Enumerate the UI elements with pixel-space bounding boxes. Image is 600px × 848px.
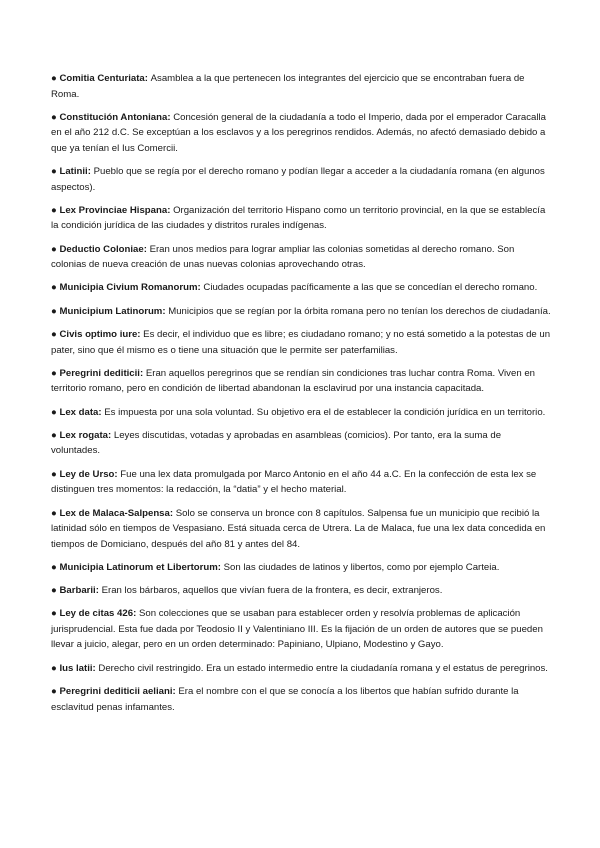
entry-definition: Fue una lex data promulgada por Marco Antonio en el año 44 a.C. En la confección de esta lex se distinguen tres momentos: la redacción, la “datia” y el hecho material.	[51, 468, 537, 496]
entry-term: Lex Provinciae Hispana	[59, 204, 168, 216]
glossary-entry: ● Ius latii: Derecho civil restringido. Era un estado intermedio entre la ciudadanía romana y el estatus de peregrinos.	[51, 662, 548, 674]
entry-definition: Ciudades ocupadas pacíficamente a las que se concedían el derecho romano.	[203, 282, 538, 294]
bullet-icon: ●	[51, 329, 60, 341]
glossary-entry: ● Lex rogata: Leyes discutidas, votadas y aprobadas en asambleas (comicios). Por tanto, era la suma de voluntades.	[51, 429, 502, 457]
glossary-entry: ● Lex data: Es impuesta por una sola voluntad. Su objetivo era el de establecer la condición jurídica en un territorio.	[51, 406, 546, 418]
entry-definition: Son las ciudades de latinos y libertos, como por ejemplo Carteia.	[223, 561, 500, 573]
glossary-entry: ● Latinii: Pueblo que se regía por el derecho romano y podían llegar a acceder a la ciudadanía romana (en algunos aspectos).	[51, 166, 545, 193]
bullet-icon: ●	[51, 406, 60, 418]
entry-term: Deductio Coloniae	[59, 243, 144, 255]
bullet-icon: ●	[51, 73, 60, 84]
entry-definition: Organización del territorio Hispano como un territorio provincial, en la que se establecía la condición jurídica de las ciudades y distritos rurales indígenas.	[51, 204, 546, 232]
bullet-icon: ●	[51, 507, 60, 519]
glossary-entry: ● Deductio Coloniae: Eran unos medios para lograr ampliar las colonias sometidas al derecho romano. Son colonias de nueva creación de unas nuevas colonias aprovechando otras.	[51, 243, 515, 271]
entry-term: Comitia Centuriata	[59, 73, 145, 84]
entry-definition: Pueblo que se regía por el derecho romano y podían llegar a acceder a la ciudadanía romana (en algunos aspectos).	[51, 166, 545, 193]
bullet-icon: ●	[51, 468, 60, 480]
entry-definition: Municipios que se regían por la órbita romana pero no tenían los derechos de ciudadanía.	[168, 305, 551, 317]
bullet-icon: ●	[51, 585, 60, 597]
glossary-entry: ● Comitia Centuriata: Asamblea a la que pertenecen los integrantes del ejercicio que se encontraban fuera de Roma.	[51, 73, 525, 100]
bullet-icon: ●	[51, 305, 60, 317]
entry-term: Lex rogata	[59, 429, 108, 441]
entry-definition: Son colecciones que se usaban para establecer orden y resolvía problemas de aplicación jurisprudencial. Esta fue dada por Teodosio II y Valentiniano III. Es la fijación de un orden de autores que se pueden llevar a juicio, alegar, pero en un orden determinado: Papiniano, Ulpiano, Modestino y Gayo.	[51, 608, 543, 651]
glossary-entry: ● Barbarii: Eran los bárbaros, aquellos que vivían fuera de la frontera, es decir, extranjeros.	[51, 585, 443, 597]
glossary-list	[51, 71, 551, 723]
entry-definition: Es decir, el individuo que es libre; es ciudadano romano; y no está sometido a la potestas de un pater, sino que él mismo es o tiene una situación que le permite ser paterfamilias.	[51, 329, 551, 356]
entry-term: Municipium Latinorum	[59, 305, 163, 317]
bullet-icon: ●	[51, 166, 60, 178]
entry-term: Peregrini dediticii	[59, 367, 140, 379]
glossary-entry: ● Lex Provinciae Hispana: Organización del territorio Hispano como un territorio provincial, en la que se establecía la condición jurídica de las ciudades y distritos rurales indígenas.	[51, 204, 546, 232]
glossary-entry: ● Municipia Latinorum et Libertorum: Son las ciudades de latinos y libertos, como por ejemplo Carteia.	[51, 561, 500, 573]
entry-term: Barbarii	[59, 585, 96, 597]
entry-term: Ius latii	[59, 662, 93, 674]
entry-definition: Solo se conserva un bronce con 8 capítulos. Salpensa fue un municipio que recibió la latinidad sólo en tiempos de Vespasiano. Está situada cerca de Utrera. La de Malaca, fue una lex data concedida en tiempos de Domiciano, después del año 81 y antes del 84.	[51, 507, 546, 550]
entry-term: Ley de Urso	[59, 468, 115, 480]
bullet-icon: ●	[51, 662, 60, 674]
glossary-entry: ● Ley de Urso: Fue una lex data promulgada por Marco Antonio en el año 44 a.C. En la confección de esta lex se distinguen tres momentos: la redacción, la “datia” y el hecho material.	[51, 468, 537, 496]
entry-definition: Eran aquellos peregrinos que se rendían sin condiciones tras luchar contra Roma. Viven en territorio romano, pero en condición de libertad abandonan la esclavirud por una instancia capacitada.	[51, 367, 535, 395]
entry-definition: Eran los bárbaros, aquellos que vivían fuera de la frontera, es decir, extranjeros.	[101, 585, 443, 597]
entry-term: Lex data	[59, 406, 99, 418]
entry-definition: Derecho civil restringido. Era un estado intermedio entre la ciudadanía romana y el estatus de peregrinos.	[98, 662, 548, 674]
entry-definition: Eran unos medios para lograr ampliar las colonias sometidas al derecho romano. Son colonias de nueva creación de unas nuevas colonias aprovechando otras.	[51, 243, 515, 271]
glossary-entry: ● Peregrini dediticii: Eran aquellos peregrinos que se rendían sin condiciones tras luchar contra Roma. Viven en territorio romano, pero en condición de libertad abandonan la esclavirud por una instancia capacitada.	[51, 367, 535, 395]
entry-term: Latinii	[59, 166, 88, 178]
glossary-entry: ● Civis optimo iure: Es decir, el individuo que es libre; es ciudadano romano; y no está sometido a la potestas de un pater, sino que él mismo es o tiene una situación que le permite ser paterfamilias.	[51, 329, 551, 356]
bullet-icon: ●	[51, 367, 60, 379]
entry-term: Municipia Latinorum et Libertorum	[59, 561, 218, 573]
entry-term: Peregrini dediticii aeliani	[59, 686, 173, 698]
bullet-icon: ●	[51, 204, 60, 216]
bullet-icon: ●	[51, 429, 60, 441]
entry-term: Lex de Malaca-Salpensa	[59, 507, 170, 519]
bullet-icon: ●	[51, 111, 60, 123]
entry-definition: Es impuesta por una sola voluntad. Su objetivo era el de establecer la condición jurídica en un territorio.	[104, 406, 546, 418]
glossary-entry: ● Peregrini dediticii aeliani: Era el nombre con el que se conocía a los libertos que habían sufrido durante la esclavitud penas infamantes.	[51, 686, 519, 713]
entry-definition: Leyes discutidas, votadas y aprobadas en asambleas (comicios). Por tanto, era la suma de voluntades.	[51, 429, 502, 457]
entry-term: Civis optimo iure	[59, 329, 138, 341]
entry-definition: Asamblea a la que pertenecen los integrantes del ejercicio que se encontraban fuera de Roma.	[51, 73, 525, 100]
glossary-entry: ● Lex de Malaca-Salpensa: Solo se conserva un bronce con 8 capítulos. Salpensa fue un municipio que recibió la latinidad sólo en tiempos de Vespasiano. Está situada cerca de Utrera. La de Malaca, fue una lex data concedida en tiempos de Domiciano, después del año 81 y antes del 84.	[51, 507, 546, 550]
entry-term: Municipia Civium Romanorum	[59, 282, 198, 294]
glossary-entry: ● Municipium Latinorum: Municipios que se regían por la órbita romana pero no tenían los derechos de ciudadanía.	[51, 305, 551, 317]
entry-definition: Concesión general de la ciudadanía a todo el Imperio, dada por el emperador Caracalla en el año 212 d.C. Se exceptúan a los esclavos y a los peregrinos rendidos. Además, no afectó demasiado debido a que ya tenían el Ius Comercii.	[51, 111, 546, 154]
entry-term: Ley de citas 426	[59, 608, 134, 620]
entry-term: Constitución Antoniana	[59, 111, 168, 123]
bullet-icon: ●	[51, 608, 60, 620]
bullet-icon: ●	[51, 282, 60, 294]
entry-definition: Era el nombre con el que se conocía a los libertos que habían sufrido durante la esclavitud penas infamantes.	[51, 686, 519, 713]
bullet-icon: ●	[51, 686, 60, 698]
glossary-entry: ● Ley de citas 426: Son colecciones que se usaban para establecer orden y resolvía problemas de aplicación jurisprudencial. Esta fue dada por Teodosio II y Valentiniano III. Es la fijación de un orden de autores que se pueden llevar a juicio, alegar, pero en un orden determinado: Papiniano, Ulpiano, Modestino y Gayo.	[51, 608, 543, 651]
bullet-icon: ●	[51, 561, 60, 573]
bullet-icon: ●	[51, 243, 60, 255]
glossary-entry: ● Municipia Civium Romanorum: Ciudades ocupadas pacíficamente a las que se concedían el derecho romano.	[51, 282, 538, 294]
glossary-entry: ● Constitución Antoniana: Concesión general de la ciudadanía a todo el Imperio, dada por el emperador Caracalla en el año 212 d.C. Se exceptúan a los esclavos y a los peregrinos rendidos. Además, no afectó demasiado debido a que ya tenían el Ius Comercii.	[51, 111, 546, 154]
